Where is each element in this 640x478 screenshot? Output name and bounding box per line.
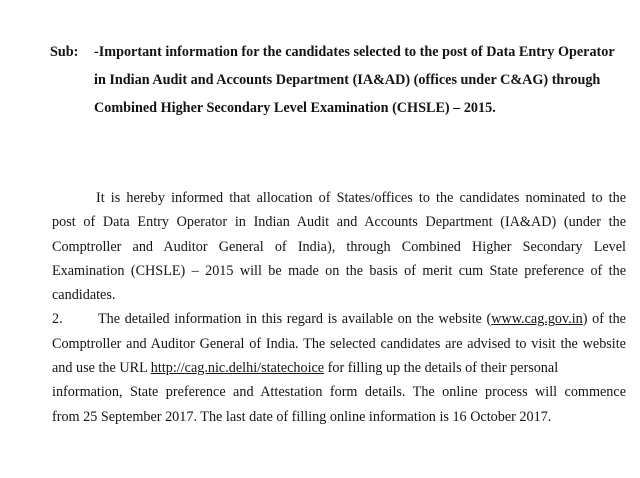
paragraph-2-line-1-post: ) of the (582, 311, 626, 328)
paragraph-1-line-1: It is hereby informed that allocation of States/offices to the candidates nominated to the (96, 190, 626, 206)
paragraph-2-line-3-pre: and use the URL (52, 360, 151, 377)
subject-dash: - (94, 44, 99, 60)
paragraph-1-line-5: candidates. (52, 287, 116, 304)
website-link[interactable]: www.cag.gov.in (491, 311, 583, 328)
paragraph-2-line-2: Comptroller and Auditor General of India. The selected candidates are advised to visit the website (52, 335, 626, 352)
body-text (52, 186, 626, 429)
subject-block (50, 38, 630, 122)
paragraph-2 (52, 307, 626, 428)
paragraph-2-line-4: information, State preference and Attestation form details. The online process will commence (52, 384, 626, 401)
subject-line-1: Important information for the candidates selected to the post of Data Entry Operator (98, 44, 615, 60)
subject-line-3: Combined Higher Secondary Level Examination (CHSLE) – 2015. (94, 100, 496, 116)
paragraph-2-line-5: from 25 September 2017. The last date of filling online information is 16 October 2017. (52, 408, 552, 425)
statechoice-url-link[interactable]: http://cag.nic.delhi/statechoice (150, 360, 325, 377)
paragraph-1-line-2: post of Data Entry Operator in Indian Audit and Accounts Department (IA&AD) (under the (52, 214, 626, 231)
paragraph-1 (52, 186, 626, 307)
paragraph-1-line-4: Examination (CHSLE) – 2015 will be made on the basis of merit cum State preference of the (52, 262, 626, 279)
subject-label: Sub: (50, 44, 79, 60)
paragraph-1-line-3: Comptroller and Auditor General of India), through Combined Higher Secondary Level (52, 238, 626, 255)
paragraph-2-line-3 (52, 356, 626, 380)
subject-line-2: in Indian Audit and Accounts Department (IA&AD) (offices under C&AG) through (94, 72, 601, 88)
paragraph-number: 2. (52, 311, 63, 328)
paragraph-2-line-3-post: for filling up the details of their personal (324, 360, 559, 377)
paragraph-2-line-1 (52, 307, 626, 331)
paragraph-2-line-1-pre: The detailed information in this regard is available on the website ( (98, 311, 492, 328)
